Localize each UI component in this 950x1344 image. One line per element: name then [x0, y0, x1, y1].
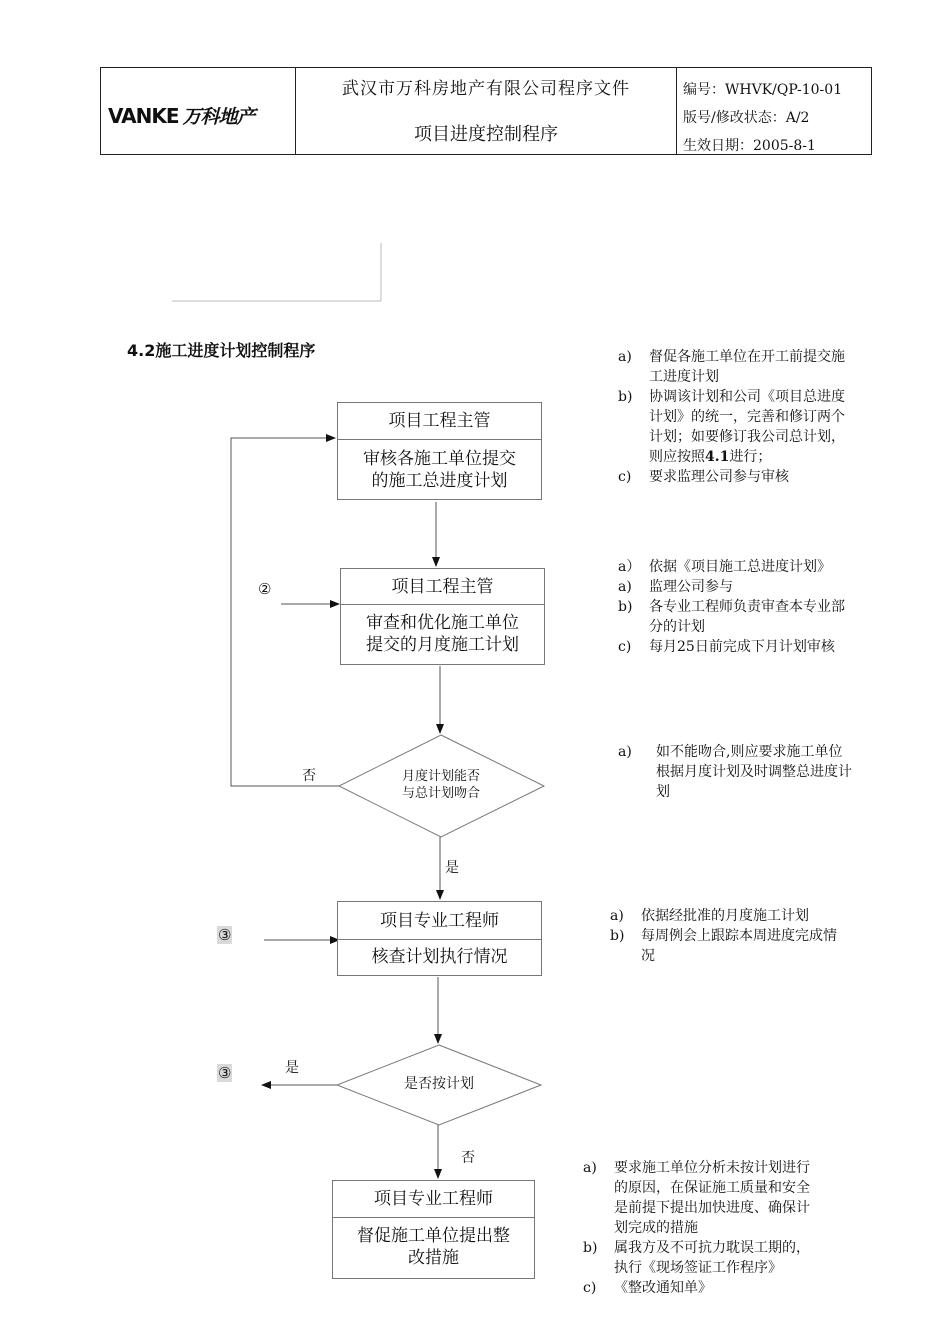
note2-item-2 [618, 577, 903, 597]
note-line: 划 [656, 784, 670, 800]
note-line: 根据月度计划及时调整总进度计 [656, 764, 852, 780]
note2-item-4 [618, 637, 903, 657]
note-text: 则应按照 [649, 449, 705, 465]
note-line: 划完成的措施 [614, 1220, 698, 1236]
notes-5 [583, 1158, 873, 1298]
doc-code: 编号：WHVK/QP-10-01 [683, 82, 843, 98]
note-line: 分的计划 [649, 619, 705, 635]
note5-item-a [583, 1158, 873, 1238]
box4-role: 项目专业工程师 [333, 1181, 534, 1218]
note-line: 属我方及不可抗力耽误工期的， [614, 1240, 810, 1256]
decision1-text [379, 768, 503, 802]
note-line: 依据经批准的月度施工计划 [641, 908, 809, 924]
decision1-line2: 与总计划吻合 [401, 786, 480, 801]
note-line: 要求监理公司参与审核 [649, 469, 789, 485]
note4-item-a [610, 906, 895, 926]
note-text: 进行； [729, 449, 772, 465]
logo-cn: 万科地产 [182, 106, 255, 128]
arrow-d1-no [231, 438, 339, 786]
note-line: 执行《现场签证工作程序》 [614, 1260, 782, 1276]
note-label: a) [610, 908, 624, 924]
note-label: c) [618, 639, 632, 655]
section-title: 4.2施工进度计划控制程序 [127, 341, 316, 360]
notes-3 [618, 742, 908, 802]
notes-2 [618, 557, 903, 657]
box1-task [338, 448, 541, 492]
note-line: 各专业工程师负责审查本专业部 [649, 599, 845, 615]
note-label: a） [618, 559, 641, 575]
note-label: a) [583, 1160, 597, 1176]
box4-task-line1: 督促施工单位提出整 [357, 1226, 510, 1246]
marker-2: ② [258, 580, 272, 598]
decision2-yes-label: 是 [285, 1060, 299, 1076]
doc-effective-date: 生效日期：2005-8-1 [683, 138, 816, 154]
note-line: 《整改通知单》 [614, 1280, 712, 1296]
note5-item-c [583, 1278, 873, 1298]
note-label: c) [618, 469, 632, 485]
box4-task-line2: 改措施 [408, 1248, 459, 1268]
note2-item-1 [618, 557, 903, 577]
note-label: b) [583, 1240, 598, 1256]
note-line [649, 447, 903, 467]
note2-item-3 [618, 597, 903, 637]
decision1-no-label: 否 [302, 768, 316, 784]
note-line: 的原因，在保证施工质量和安全 [614, 1180, 810, 1196]
note-line: 监理公司参与 [649, 579, 733, 595]
decision2-no-label: 否 [461, 1150, 475, 1166]
box2-task-line2: 提交的月度施工计划 [366, 635, 519, 655]
box2-task [341, 612, 544, 656]
note-label: a) [618, 744, 632, 760]
note-line: 每月25日前完成下月计划审核 [649, 639, 835, 655]
box1-task-line1: 审核各施工单位提交 [363, 449, 516, 469]
note-line: 依据《项目施工总进度计划》 [649, 559, 831, 575]
notes-4 [610, 906, 895, 966]
note-line: 计划》的统一，完善和修订两个 [649, 409, 845, 425]
decision1-line1: 月度计划能否 [401, 769, 480, 784]
note-label: a) [618, 349, 632, 365]
note-label: b) [610, 928, 625, 944]
box4-task [333, 1225, 534, 1269]
note4-item-b [610, 926, 895, 966]
box2-task-line1: 审查和优化施工单位 [366, 613, 519, 633]
note-line: 每周例会上跟踪本周进度完成情 [641, 928, 837, 944]
flow-box-4 [332, 1180, 535, 1279]
note1-item-a [618, 347, 903, 387]
note-line: 协调该计划和公司《项目总进度 [649, 389, 845, 405]
note-line: 如不能吻合,则应要求施工单位 [656, 744, 843, 760]
note5-item-b [583, 1238, 873, 1278]
decision2-text: 是否按计划 [404, 1076, 474, 1092]
note3-item-a [618, 742, 908, 802]
flow-box-2 [340, 568, 545, 665]
note-line: 况 [641, 948, 655, 964]
box1-task-line2: 的施工总进度计划 [371, 471, 508, 491]
flow-box-3 [337, 901, 542, 976]
note-line: 计划；如要修订我公司总计划， [649, 429, 845, 445]
note1-item-b [618, 387, 903, 467]
note-line: 督促各施工单位在开工前提交施 [649, 349, 845, 365]
doc-version: 版号/修改状态：A/2 [683, 110, 810, 126]
logo-latin: VANKE [108, 104, 179, 128]
box3-task: 核查计划执行情况 [371, 947, 508, 967]
note-line: 要求施工单位分析未按计划进行 [614, 1160, 810, 1176]
notes-1 [618, 347, 903, 487]
doc-title: 项目进度控制程序 [414, 124, 558, 145]
note-label: b) [618, 599, 633, 615]
marker-3a: ③ [218, 926, 232, 944]
decision1-yes-label: 是 [445, 860, 459, 876]
note-label: c) [583, 1280, 597, 1296]
note-line: 是前提下提出加快进度、确保计 [614, 1200, 810, 1216]
note-label: a) [618, 579, 632, 595]
note-line: 工进度计划 [649, 369, 719, 385]
flow-box-1 [337, 402, 542, 500]
box3-role: 项目专业工程师 [338, 902, 541, 940]
box2-role: 项目工程主管 [341, 569, 544, 605]
note-ref: 4.1 [705, 449, 730, 465]
note-label: b) [618, 389, 633, 405]
note1-item-c [618, 467, 903, 487]
marker-3b: ③ [218, 1064, 232, 1082]
box1-role: 项目工程主管 [338, 403, 541, 440]
company-doc-title: 武汉市万科房地产有限公司程序文件 [342, 79, 630, 99]
